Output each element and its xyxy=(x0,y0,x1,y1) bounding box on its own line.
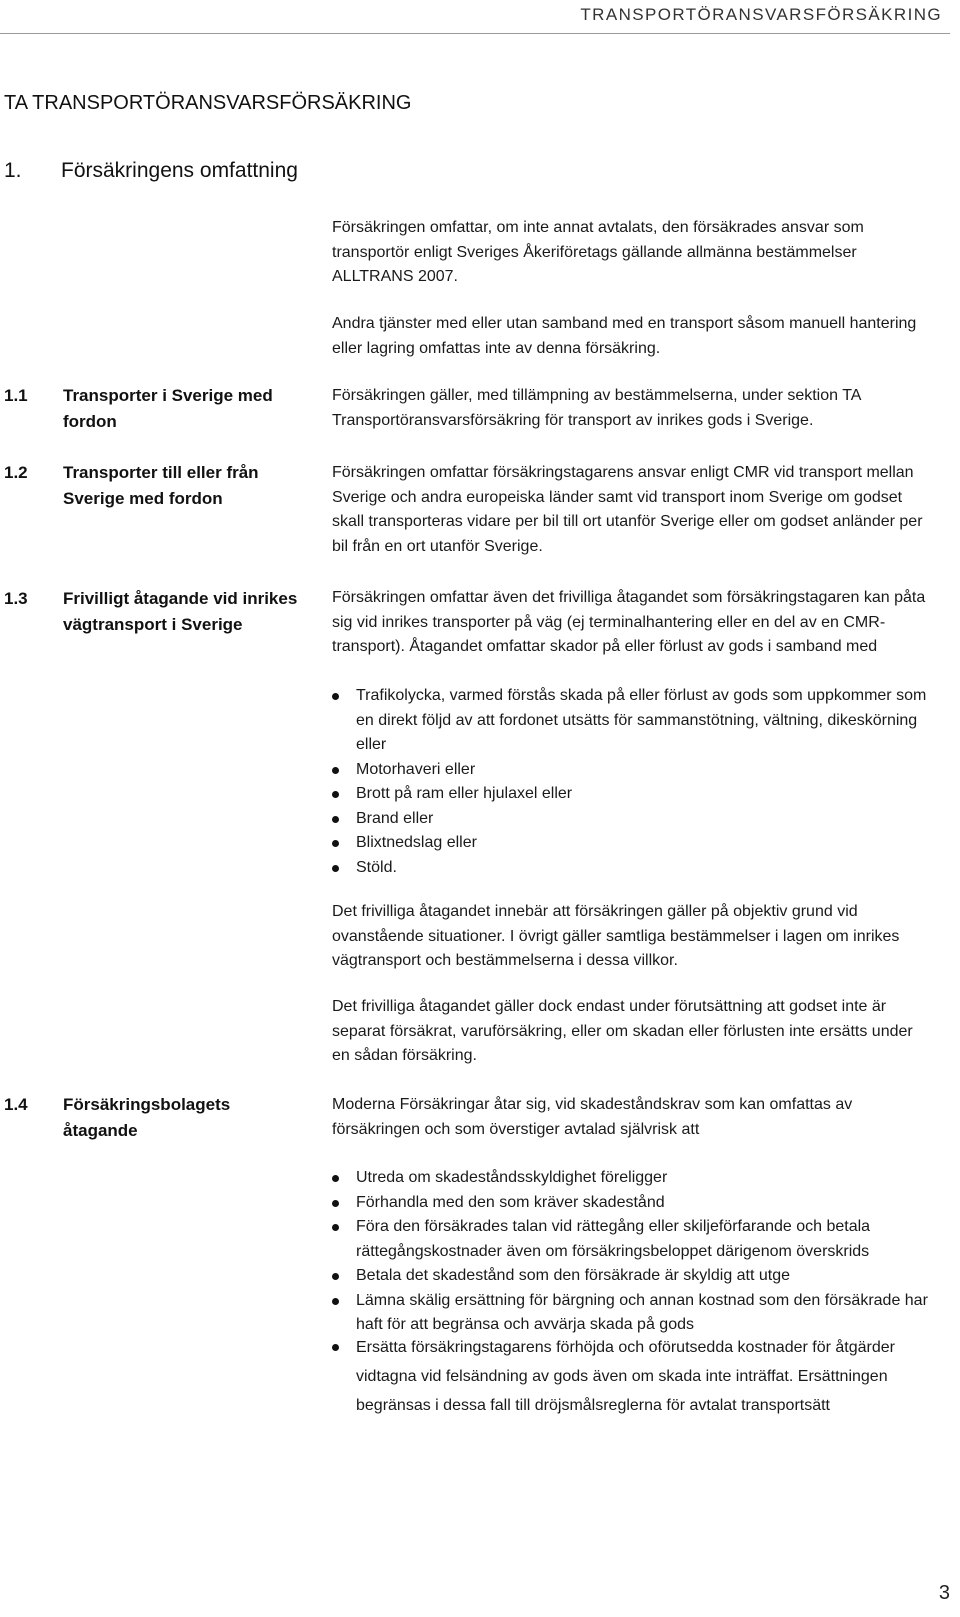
subsection-intro: Försäkringen omfattar även det frivilliga åtagandet som försäkringstagaren kan påta sig vid inrikes transporter på väg (ej terminalhantering eller en del av en CMR-transport). Åtagandet omfattar skador på eller förlust av gods i samband med xyxy=(332,589,926,655)
page-number: 3 xyxy=(938,1582,950,1604)
subsection-intro: Moderna Försäkringar åtar sig, vid skadeståndskrav som kan omfattas av försäkringen och som överstiger avtalad självrisk att xyxy=(332,1096,853,1138)
subsection-paragraph: Det frivilliga åtagandet innebär att försäkringen gäller på objektiv grund vid ovanstående situationer. I övrigt gäller samtliga bestämmelser i lagen om inrikes vägtransport och bestämmelserna i dessa villkor. xyxy=(332,903,900,969)
header-divider xyxy=(0,33,950,34)
subsection-paragraph: Det frivilliga åtagandet gäller dock endast under förutsättning att godset inte är separat försäkrat, varuförsäkring, eller om skadan eller förlusten inte ersätts under en sådan försäkring. xyxy=(332,998,913,1064)
list-item: Lämna skälig ersättning för bärgning och annan kostnad som den försäkrade har haft för att begränsa och avvärja skada på gods xyxy=(330,1289,940,1338)
subsection-number: 1.4 xyxy=(4,1095,28,1114)
list-item: Stöld. xyxy=(330,856,940,881)
list-item: Brott på ram eller hjulaxel eller xyxy=(330,782,940,807)
list-item: Utreda om skadeståndsskyldighet föreligger xyxy=(330,1166,940,1191)
list-item: Motorhaveri eller xyxy=(330,758,940,783)
subsection-paragraph: Försäkringen omfattar försäkringstagarens ansvar enligt CMR vid transport mellan Sverige och andra europeiska länder samt vid transport inom Sverige om godset skall transporteras vidare per bil till ort utanför Sverige eller om godset anländer per bil från en ort utanför Sverige. xyxy=(332,464,923,555)
subsection-title: Frivilligt åtagande vid inrikes vägtransport i Sverige xyxy=(63,589,298,634)
subsection-title: Transporter till eller från Sverige med fordon xyxy=(63,463,259,508)
list-item: Förhandla med den som kräver skadestånd xyxy=(330,1191,940,1216)
bullet-list xyxy=(330,684,940,880)
bullet-list xyxy=(330,1166,940,1338)
subsection-number: 1.1 xyxy=(4,386,28,405)
running-header: TRANSPORTÖRANSVARSFÖRSÄKRING xyxy=(580,5,942,24)
list-item: Brand eller xyxy=(330,807,940,832)
section-number: 1. xyxy=(4,159,22,182)
bullet-list xyxy=(330,1333,910,1420)
subsection-title: Transporter i Sverige med fordon xyxy=(63,386,273,431)
document-title: TA TRANSPORTÖRANSVARSFÖRSÄKRING xyxy=(4,92,412,114)
section-heading xyxy=(4,159,298,183)
list-item: Betala det skadestånd som den försäkrade är skyldig att utge xyxy=(330,1264,940,1289)
section-paragraph: Andra tjänster med eller utan samband med en transport såsom manuell hantering eller lagring omfattas inte av denna försäkring. xyxy=(332,315,917,357)
section-paragraph: Försäkringen omfattar, om inte annat avtalats, den försäkrades ansvar som transportör enligt Sveriges Åkeriföretags gällande allmänna bestämmelser ALLTRANS 2007. xyxy=(332,219,864,285)
subsection-number: 1.2 xyxy=(4,463,28,482)
list-item: Föra den försäkrades talan vid rättegång eller skiljeförfarande och betala rättegångskostnader även om försäkringsbeloppet därigenom överskrids xyxy=(330,1215,940,1264)
list-item: Ersätta försäkringstagarens förhöjda och oförutsedda kostnader för åtgärder vidtagna vid felsändning av gods även om skada inte inträffat. Ersättningen begränsas i dessa fall till dröjsmålsreglerna för avtalat transportsätt xyxy=(330,1333,910,1420)
section-title: Försäkringens omfattning xyxy=(61,159,298,182)
subsection-number: 1.3 xyxy=(4,589,28,608)
list-item: Blixtnedslag eller xyxy=(330,831,940,856)
subsection-paragraph: Försäkringen gäller, med tillämpning av bestämmelserna, under sektion TA Transportöransvarsförsäkring för transport av inrikes gods i Sverige. xyxy=(332,387,861,429)
list-item: Trafikolycka, varmed förstås skada på eller förlust av gods som uppkommer som en direkt följd av att fordonet utsätts för sammanstötning, vältning, dikeskörning eller xyxy=(330,684,940,758)
subsection-title: Försäkringsbolagets åtagande xyxy=(63,1095,231,1140)
